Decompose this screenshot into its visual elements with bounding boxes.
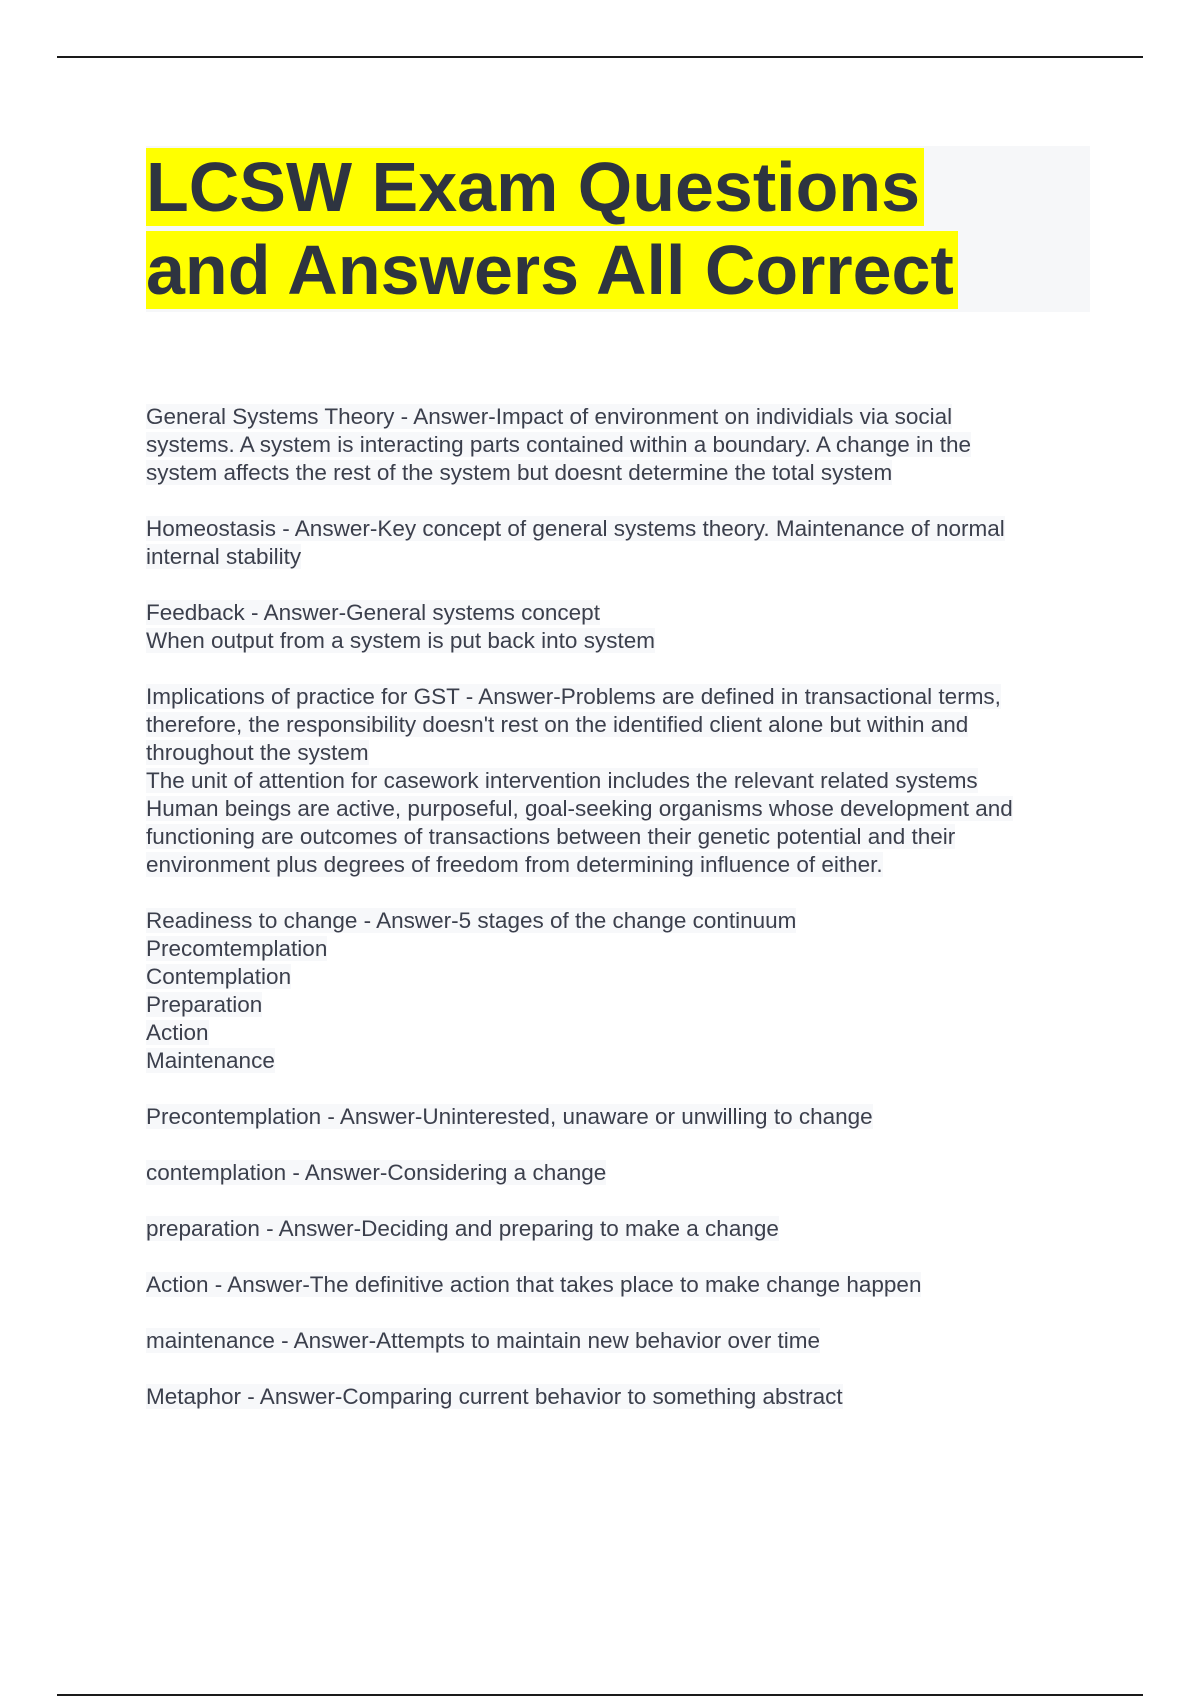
qa-entry <box>146 1327 1096 1355</box>
qa-entry-text: General Systems Theory - Answer-Impact of environment on individials via social <box>146 404 953 429</box>
bottom-rule <box>57 1694 1143 1696</box>
qa-entry-line <box>146 963 1096 991</box>
title-line-2: and Answers All Correct <box>146 231 958 309</box>
qa-entry-text: Precontemplation - Answer-Uninterested, unaware or unwilling to change <box>146 1104 873 1129</box>
qa-entry-line <box>146 851 1096 879</box>
qa-entry <box>146 1383 1096 1411</box>
qa-entry-line <box>146 1327 1096 1355</box>
qa-entry-text: functioning are outcomes of transactions between their genetic potential and their <box>146 824 956 849</box>
qa-entry-text: Precomtemplation <box>146 936 328 961</box>
qa-entry-text: When output from a system is put back into system <box>146 628 655 653</box>
qa-entry-line <box>146 459 1096 487</box>
qa-entry-text: Feedback - Answer-General systems concept <box>146 600 600 625</box>
qa-entry-line <box>146 991 1096 1019</box>
qa-entry-line <box>146 739 1096 767</box>
qa-entry-line <box>146 767 1096 795</box>
qa-entry-line <box>146 795 1096 823</box>
qa-entry <box>146 1103 1096 1131</box>
qa-entry-text: Homeostasis - Answer-Key concept of general systems theory. Maintenance of normal <box>146 516 1005 541</box>
qa-entry-text: throughout the system <box>146 740 369 765</box>
qa-entry-line <box>146 431 1096 459</box>
qa-entry-text: contemplation - Answer-Considering a change <box>146 1160 607 1185</box>
qa-list <box>146 403 1096 1439</box>
qa-entry-line <box>146 1103 1096 1131</box>
qa-entry <box>146 683 1096 879</box>
qa-entry-text: Readiness to change - Answer-5 stages of the change continuum <box>146 908 797 933</box>
qa-entry-text: Human beings are active, purposeful, goal-seeking organisms whose development and <box>146 796 1013 821</box>
qa-entry-text: Preparation <box>146 992 263 1017</box>
qa-entry-text: therefore, the responsibility doesn't rest on the identified client alone but within and <box>146 712 969 737</box>
qa-entry-line <box>146 1271 1096 1299</box>
qa-entry-line <box>146 683 1096 711</box>
qa-entry-line <box>146 711 1096 739</box>
qa-entry-text: Action - Answer-The definitive action that takes place to make change happen <box>146 1272 922 1297</box>
qa-entry-text: Action <box>146 1020 209 1045</box>
top-rule <box>57 56 1143 58</box>
qa-entry-line <box>146 1019 1096 1047</box>
qa-entry-text: environment plus degrees of freedom from determining influence of either. <box>146 852 883 877</box>
qa-entry-text: The unit of attention for casework intervention includes the relevant related systems <box>146 768 978 793</box>
qa-entry-line <box>146 1159 1096 1187</box>
qa-entry-line <box>146 515 1096 543</box>
qa-entry-line <box>146 543 1096 571</box>
qa-entry <box>146 907 1096 1075</box>
qa-entry-line <box>146 599 1096 627</box>
qa-entry-text: Maintenance <box>146 1048 275 1073</box>
qa-entry <box>146 1159 1096 1187</box>
qa-entry <box>146 1215 1096 1243</box>
qa-entry-text: system affects the rest of the system but doesnt determine the total system <box>146 460 893 485</box>
title-line-1: LCSW Exam Questions <box>146 148 924 226</box>
qa-entry-line <box>146 1047 1096 1075</box>
qa-entry-line <box>146 403 1096 431</box>
document-title <box>146 146 958 312</box>
qa-entry-line <box>146 907 1096 935</box>
qa-entry-text: preparation - Answer-Deciding and preparing to make a change <box>146 1216 779 1241</box>
qa-entry-line <box>146 627 1096 655</box>
qa-entry-line <box>146 1383 1096 1411</box>
qa-entry <box>146 599 1096 655</box>
qa-entry-text: internal stability <box>146 544 302 569</box>
qa-entry-line <box>146 823 1096 851</box>
qa-entry-line <box>146 1215 1096 1243</box>
qa-entry-line <box>146 935 1096 963</box>
qa-entry-text: Contemplation <box>146 964 292 989</box>
qa-entry-text: Implications of practice for GST - Answer-Problems are defined in transactional terms, <box>146 684 1001 709</box>
qa-entry-text: maintenance - Answer-Attempts to maintain new behavior over time <box>146 1328 821 1353</box>
qa-entry-text: systems. A system is interacting parts contained within a boundary. A change in the <box>146 432 972 457</box>
qa-entry-text: Metaphor - Answer-Comparing current behavior to something abstract <box>146 1384 843 1409</box>
qa-entry <box>146 403 1096 487</box>
qa-entry <box>146 515 1096 571</box>
qa-entry <box>146 1271 1096 1299</box>
